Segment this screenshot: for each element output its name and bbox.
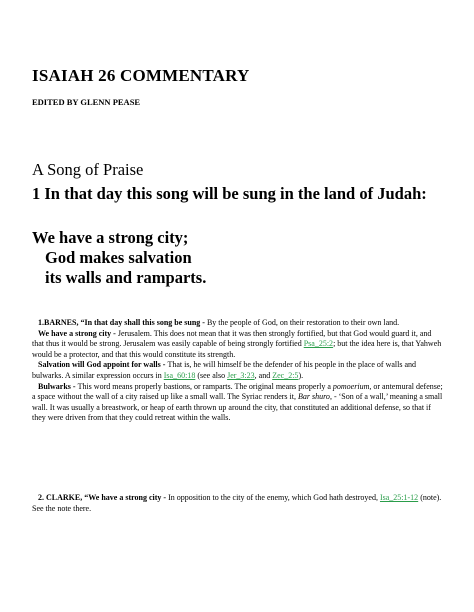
- commentary-text: That is, he will himself be the defender of his people in the place of walls and bulwarks. A similar expression occurs in: [32, 360, 417, 380]
- commentary-text: ).: [298, 370, 304, 380]
- commentary-lead: Bulwarks -: [38, 381, 78, 391]
- commentary-text: In opposition to the city of the enemy, which God hath destroyed,: [168, 493, 380, 502]
- poem-line: its walls and ramparts.: [45, 268, 207, 287]
- document-title: ISAIAH 26 COMMENTARY: [32, 66, 250, 85]
- poem-line: We have a strong city;: [32, 228, 189, 247]
- scripture-link[interactable]: Psa_25:2: [303, 339, 334, 349]
- commentary-lead: We have a strong city -: [38, 328, 118, 338]
- commentary-lead: Salvation will God appoint for walls -: [38, 360, 168, 370]
- poem: [32, 228, 206, 288]
- verse-text: 1 In that day this song will be sung in the land of Judah:: [32, 184, 427, 203]
- commentary-text: Jerusalem. This does not mean that it was then strongly fortified, but that God would guard it, and that thus it would be strong. Jerusalem was easily capable of being strongly fortified: [32, 328, 432, 349]
- poem-line: God makes salvation: [45, 248, 192, 267]
- commentary-paragraph: [32, 493, 444, 514]
- italic-term: Bar shuro: [298, 392, 330, 402]
- editor-credit: EDITED BY GLENN PEASE: [32, 97, 141, 107]
- commentary-text: (note). See the note there.: [32, 493, 442, 513]
- commentary-text: ; but the idea here is, that Yahweh would be a protector, and that this would constitute its strength.: [32, 339, 442, 359]
- commentary-text: This word means properly bastions, or ramparts. The original means properly a: [77, 381, 333, 391]
- barnes-commentary: [32, 318, 444, 424]
- scripture-link[interactable]: Isa_60:18: [163, 370, 196, 380]
- commentary-lead: 2. CLARKE, “We have a strong city -: [38, 493, 169, 502]
- commentary-text: , or antemural defense; a space without the wall of a city raised up like a small wall. The Syriac renders it,: [32, 381, 443, 402]
- clarke-commentary: [32, 493, 444, 514]
- section-heading: A Song of Praise: [32, 160, 144, 179]
- scripture-link[interactable]: Isa_25:1-12: [379, 493, 419, 502]
- commentary-text: , and: [254, 370, 273, 380]
- commentary-text: (see also: [195, 370, 228, 380]
- commentary-paragraph: [32, 360, 444, 381]
- commentary-paragraph: [32, 382, 444, 424]
- italic-term: pomoerium: [332, 381, 370, 391]
- scripture-link[interactable]: Zec_2:5: [272, 370, 299, 380]
- scripture-link[interactable]: Jer_3:23: [227, 370, 255, 380]
- commentary-lead: 1.BARNES, “In that day shall this song be sung -: [38, 318, 207, 327]
- commentary-paragraph: [32, 329, 444, 361]
- commentary-paragraph: [32, 318, 444, 329]
- commentary-text: By the people of God, on their restoration to their own land.: [206, 318, 400, 327]
- commentary-text: , - ‘Son of a wall,’ meaning a small wall. It was usually a breastwork, or heap of earth thrown up around the city, that constituted an additional defense, so that if they were driven from that they could retreat within the walls.: [32, 392, 443, 423]
